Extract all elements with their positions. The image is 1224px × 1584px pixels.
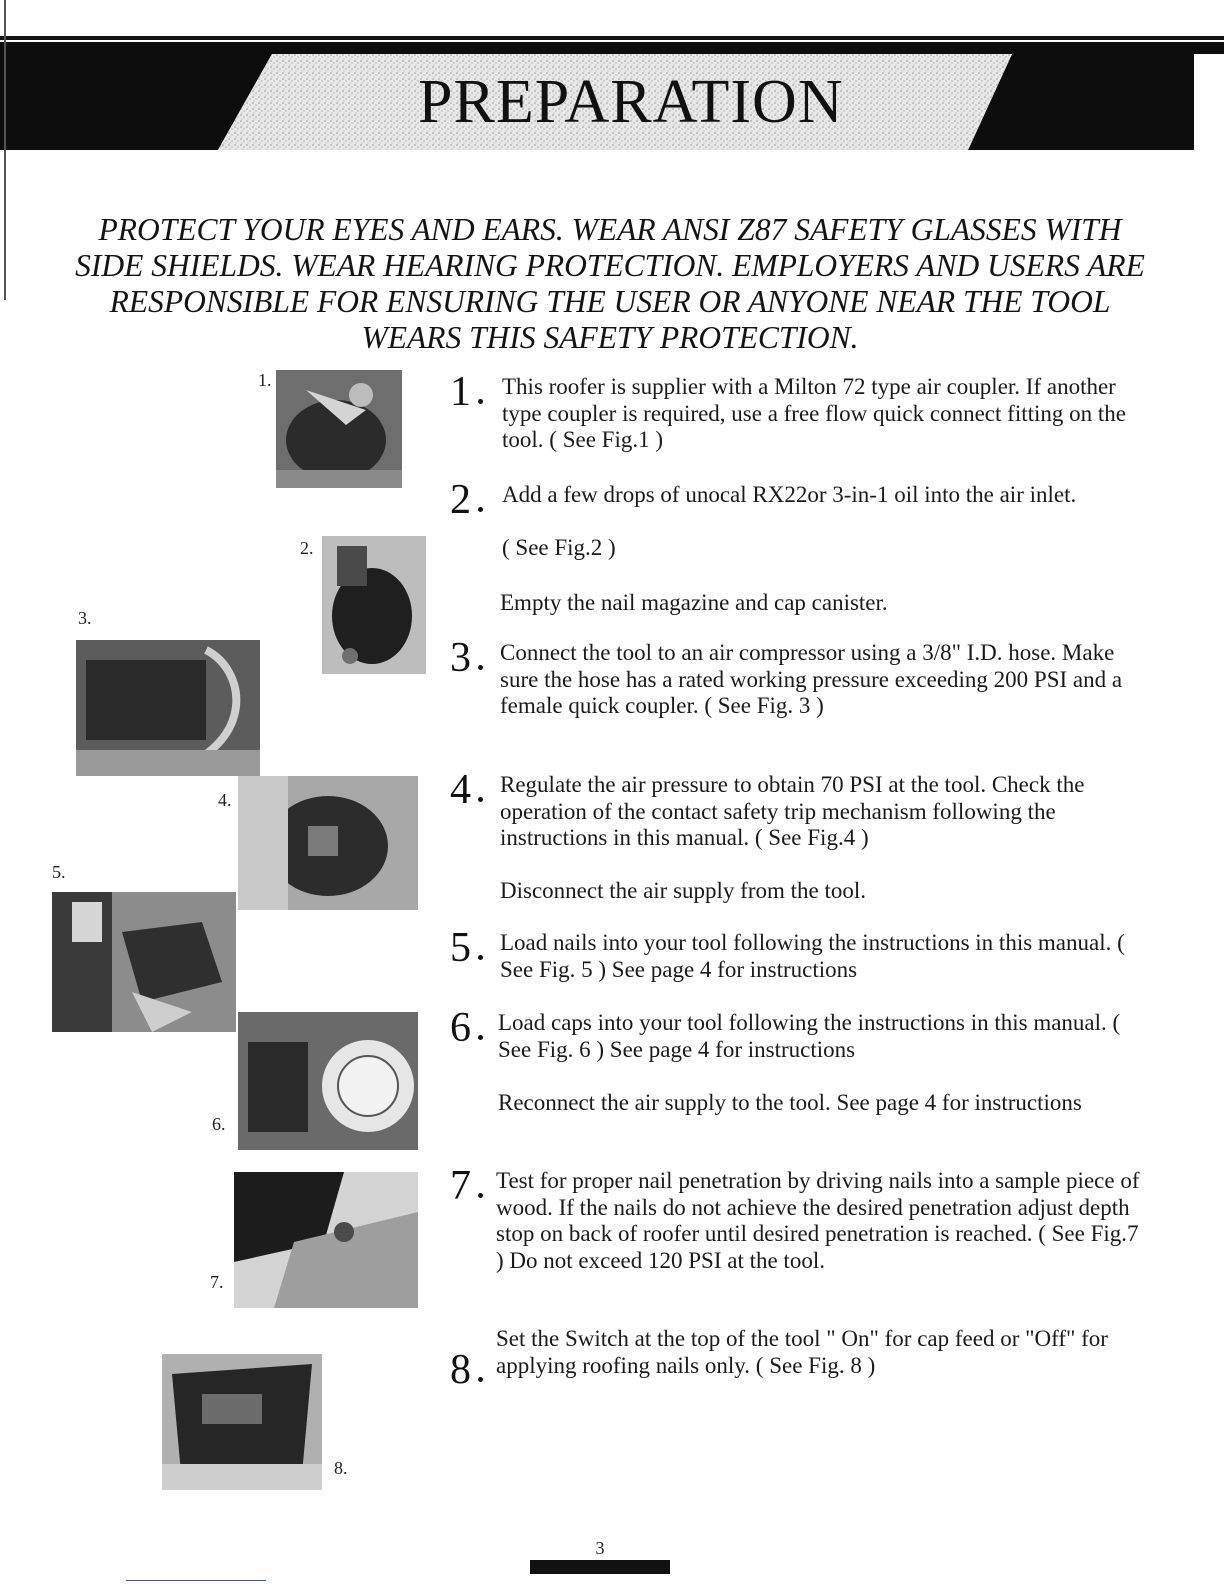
note-empty-magazine: Empty the nail magazine and cap canister.: [500, 590, 888, 615]
step-number: 1: [450, 369, 471, 415]
figure-6-label: 6.: [212, 1114, 226, 1134]
step-number: 6: [450, 1005, 471, 1051]
step-text: Add a few drops of unocal RX22or 3-in-1 oil into the air inlet.: [502, 482, 1077, 507]
footer-bar: [530, 1560, 670, 1574]
figure-2: [322, 536, 426, 674]
step-text: Test for proper nail penetration by driving nails into a sample piece of wood. If the nails do not achieve the desired penetration adjust depth stop on back of roofer until desired penetration is reached. ( See Fig.7 ) Do not exceed 120 PSI at the tool.: [496, 1168, 1140, 1273]
step-number: 2: [450, 477, 471, 523]
figure-3-label: 3.: [78, 608, 92, 628]
step-text: This roofer is supplier with a Milton 72 type air coupler. If another type coupler is required, use a free flow quick connect fitting on the tool. ( See Fig.1 ): [502, 374, 1126, 452]
footer-rule: [126, 1580, 266, 1581]
page-title: PREPARATION: [418, 68, 844, 136]
figure-1-label: 1.: [258, 370, 272, 390]
figure-4: [238, 776, 418, 910]
step-text: Regulate the air pressure to obtain 70 PSI at the tool. Check the operation of the contact safety trip mechanism following the instructions in this manual. ( See Fig.4 ): [500, 772, 1085, 850]
figure-8-label: 8.: [334, 1458, 348, 1478]
figure-7-label: 7.: [210, 1272, 224, 1292]
compressor-hose-photo-icon: [76, 640, 260, 776]
figure-3: [76, 640, 260, 776]
cap-canister-photo-icon: [238, 1012, 418, 1150]
switch-photo-icon: [162, 1354, 322, 1490]
step-number: 4: [450, 767, 471, 813]
step-number: 8: [450, 1347, 471, 1393]
step-number: 5: [450, 925, 471, 971]
step-text: Load caps into your tool following the instructions in this manual. ( See Fig. 6 ) See page 4 for instructions: [498, 1010, 1121, 1062]
margin-rule: [4, 0, 6, 300]
figure-1: [276, 370, 402, 488]
figure-7: [234, 1172, 418, 1308]
page-number: 3: [595, 1538, 605, 1558]
figure-5: [52, 892, 236, 1032]
step-text: Connect the tool to an air compressor using a 3/8" I.D. hose. Make sure the hose has a rated working pressure exceeding 200 PSI and a female quick coupler. ( See Fig. 3 ): [500, 640, 1123, 718]
header-banner: [0, 0, 1224, 160]
safety-warning: PROTECT YOUR EYES AND EARS. WEAR ANSI Z87 SAFETY GLASSES WITH SIDE SHIELDS. WEAR HEARING PROTECTION. EMPLOYERS AND USERS ARE RESPONSIBLE FOR ENSURING THE USER OR ANYONE NEAR THE TOOL WEARS THIS SAFETY PROTECTION.: [75, 212, 1145, 355]
air-inlet-photo-icon: [322, 536, 426, 674]
step-text: Load nails into your tool following the instructions in this manual. ( See Fig. 5 ) See page 4 for instructions: [500, 930, 1125, 982]
step-number: 3: [450, 635, 471, 681]
safety-trip-photo-icon: [238, 776, 418, 910]
step-figure-ref: ( See Fig.2 ): [502, 535, 616, 560]
figure-4-label: 4.: [218, 790, 232, 810]
figure-8: [162, 1354, 322, 1490]
figure-6: [238, 1012, 418, 1150]
figure-2-label: 2.: [300, 538, 314, 558]
step-number: 7: [450, 1163, 471, 1209]
coupler-photo-icon: [276, 370, 402, 488]
note-reconnect: Reconnect the air supply to the tool. See page 4 for instructions: [498, 1090, 1082, 1115]
step-text: Set the Switch at the top of the tool " On" for cap feed or "Off" for applying roofing nails only. ( See Fig. 8 ): [496, 1326, 1108, 1378]
note-disconnect: Disconnect the air supply from the tool.: [500, 878, 867, 903]
nail-loading-photo-icon: [52, 892, 236, 1032]
depth-adjust-photo-icon: [234, 1172, 418, 1308]
figure-5-label: 5.: [52, 862, 66, 882]
